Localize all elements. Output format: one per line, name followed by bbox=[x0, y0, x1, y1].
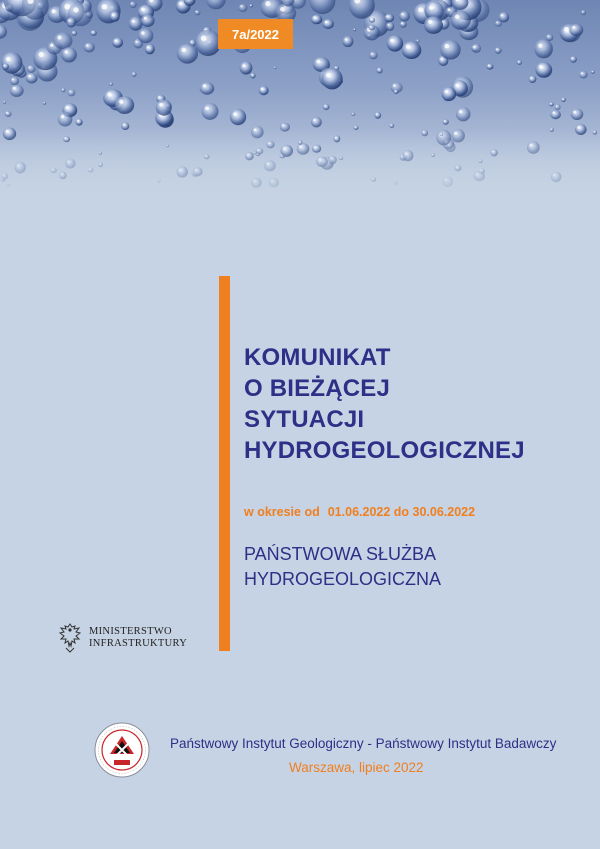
water-droplet bbox=[569, 24, 583, 36]
droplet-highlight bbox=[181, 48, 186, 53]
droplet-highlight bbox=[6, 112, 8, 114]
droplet-highlight bbox=[92, 31, 93, 32]
water-droplet bbox=[368, 25, 375, 31]
water-droplet bbox=[58, 112, 73, 127]
water-droplet bbox=[351, 112, 355, 116]
droplet-highlight bbox=[39, 52, 44, 57]
water-droplet bbox=[43, 102, 46, 105]
droplet-highlight bbox=[538, 44, 542, 48]
droplet-highlight bbox=[251, 74, 252, 75]
droplet-highlight bbox=[390, 39, 394, 43]
water-droplet bbox=[322, 68, 343, 89]
droplet-highlight bbox=[144, 17, 147, 20]
droplet-highlight bbox=[401, 22, 403, 24]
water-droplet bbox=[323, 19, 334, 29]
droplet-highlight bbox=[501, 14, 503, 16]
droplet-highlight bbox=[571, 57, 573, 59]
water-droplet bbox=[399, 11, 410, 22]
water-droplet bbox=[456, 107, 471, 121]
droplet-highlight bbox=[553, 112, 555, 114]
droplet-highlight bbox=[335, 67, 336, 68]
droplet-highlight bbox=[496, 48, 498, 50]
water-droplet bbox=[529, 76, 537, 83]
water-droplet bbox=[451, 11, 471, 30]
water-droplet bbox=[249, 4, 252, 7]
water-droplet bbox=[546, 34, 554, 41]
water-droplet bbox=[534, 39, 553, 58]
water-droplet bbox=[1, 52, 22, 74]
droplet-highlight bbox=[115, 40, 117, 42]
droplet-highlight bbox=[123, 124, 125, 126]
water-droplet bbox=[68, 89, 76, 96]
droplet-highlight bbox=[12, 78, 14, 80]
droplet-highlight bbox=[28, 75, 31, 78]
water-droplet bbox=[27, 65, 36, 73]
droplet-highlight bbox=[69, 91, 71, 93]
droplet-highlight bbox=[274, 67, 275, 68]
water-droplet bbox=[202, 103, 219, 120]
title-line-2: O BIEŻĄCEJ bbox=[244, 375, 391, 402]
droplet-highlight bbox=[325, 21, 328, 24]
water-droplet bbox=[443, 119, 449, 124]
water-droplet bbox=[112, 38, 123, 48]
water-droplet bbox=[394, 90, 399, 95]
droplet-highlight bbox=[459, 110, 462, 113]
droplet-highlight bbox=[386, 15, 388, 17]
ministry-logo bbox=[57, 622, 187, 654]
droplet-highlight bbox=[66, 106, 69, 109]
droplet-highlight bbox=[233, 112, 237, 116]
droplet-highlight bbox=[429, 6, 433, 10]
water-droplet bbox=[109, 82, 113, 86]
droplet-highlight bbox=[418, 7, 423, 12]
droplet-highlight bbox=[518, 61, 519, 62]
droplet-highlight bbox=[61, 115, 64, 118]
droplet-highlight bbox=[573, 111, 576, 114]
water-droplet bbox=[110, 11, 120, 22]
water-droplet bbox=[84, 42, 95, 52]
droplet-highlight bbox=[539, 65, 543, 69]
droplet-highlight bbox=[201, 36, 207, 42]
water-droplet bbox=[141, 14, 155, 27]
droplet-highlight bbox=[582, 11, 583, 12]
water-droplet bbox=[550, 110, 561, 119]
ministry-line-2: INFRASTRUKTURY bbox=[89, 638, 188, 649]
water-droplet bbox=[5, 111, 12, 117]
water-droplet bbox=[240, 61, 253, 74]
water-droplet bbox=[76, 119, 83, 126]
droplet-highlight bbox=[352, 113, 353, 114]
droplet-highlight bbox=[547, 35, 549, 37]
eagle-emblem-icon bbox=[57, 622, 83, 654]
droplet-highlight bbox=[370, 26, 371, 27]
water-droplet bbox=[145, 44, 155, 54]
droplet-highlight bbox=[250, 5, 251, 6]
water-droplet bbox=[259, 86, 269, 95]
water-droplet bbox=[387, 35, 403, 51]
droplet-highlight bbox=[4, 65, 5, 66]
droplet-highlight bbox=[50, 44, 53, 47]
water-droplet bbox=[495, 47, 502, 53]
water-droplet bbox=[66, 17, 76, 27]
publication-place-date: Warszawa, lipiec 2022 bbox=[289, 760, 424, 775]
droplet-highlight bbox=[550, 103, 551, 104]
droplet-highlight bbox=[52, 9, 56, 13]
water-droplet bbox=[535, 62, 552, 78]
water-droplets-image bbox=[0, 0, 600, 200]
water-droplet bbox=[311, 15, 322, 25]
droplet-highlight bbox=[393, 84, 396, 87]
water-droplet bbox=[90, 30, 96, 36]
service-line-1: PAŃSTWOWA SŁUŻBA bbox=[244, 544, 437, 564]
water-droplet bbox=[472, 44, 481, 53]
droplet-highlight bbox=[388, 24, 390, 26]
water-droplet bbox=[311, 117, 322, 128]
water-droplet bbox=[375, 112, 382, 119]
droplet-highlight bbox=[196, 11, 197, 12]
water-droplet bbox=[138, 28, 154, 43]
publisher-name: Państwowy Instytut Geologiczny - Państwowy Instytut Badawczy bbox=[170, 736, 557, 751]
water-droplet bbox=[274, 66, 277, 69]
water-droplet bbox=[156, 99, 172, 115]
water-droplet bbox=[238, 4, 247, 12]
droplet-highlight bbox=[592, 71, 593, 72]
droplet-highlight bbox=[530, 77, 532, 79]
issue-number-badge: 7a/2022 bbox=[218, 19, 293, 49]
water-droplet bbox=[389, 124, 394, 128]
droplet-highlight bbox=[282, 124, 284, 126]
droplet-highlight bbox=[395, 90, 396, 91]
droplet-highlight bbox=[265, 1, 270, 6]
water-droplet bbox=[369, 17, 375, 23]
droplet-highlight bbox=[86, 44, 88, 46]
title-line-1: KOMUNIKAT bbox=[244, 344, 391, 371]
droplet-highlight bbox=[107, 92, 111, 96]
water-droplet bbox=[377, 67, 383, 73]
droplet-highlight bbox=[572, 26, 575, 29]
droplet-highlight bbox=[326, 73, 331, 78]
droplet-highlight bbox=[203, 84, 206, 87]
water-droplet bbox=[200, 82, 215, 95]
droplet-highlight bbox=[141, 8, 145, 12]
droplet-highlight bbox=[314, 16, 316, 18]
droplet-highlight bbox=[132, 20, 135, 23]
droplet-highlight bbox=[417, 40, 418, 41]
droplet-highlight bbox=[4, 101, 5, 102]
droplet-highlight bbox=[44, 102, 45, 103]
water-droplet bbox=[561, 98, 566, 102]
droplet-highlight bbox=[6, 57, 11, 62]
droplet-highlight bbox=[581, 72, 583, 74]
ministry-line-1: MINISTERSTWO bbox=[89, 626, 172, 637]
droplet-highlight bbox=[354, 29, 355, 30]
water-droplet bbox=[10, 77, 19, 86]
water-droplet bbox=[121, 122, 129, 130]
droplet-highlight bbox=[345, 38, 347, 40]
droplet-highlight bbox=[355, 126, 356, 127]
droplet-highlight bbox=[324, 105, 326, 107]
water-droplet bbox=[384, 14, 394, 22]
water-droplet bbox=[309, 0, 335, 14]
droplet-highlight bbox=[564, 27, 569, 32]
droplet-highlight bbox=[133, 73, 134, 74]
water-droplet bbox=[555, 104, 561, 110]
droplet-highlight bbox=[141, 31, 144, 34]
droplet-highlight bbox=[112, 14, 114, 16]
orange-accent-bar bbox=[219, 276, 230, 651]
droplet-highlight bbox=[496, 22, 498, 24]
water-droplet bbox=[400, 21, 407, 28]
water-droplet bbox=[386, 22, 395, 31]
droplet-highlight bbox=[406, 45, 410, 49]
water-droplet bbox=[206, 0, 225, 9]
water-droplet bbox=[195, 10, 201, 15]
service-name bbox=[244, 542, 441, 592]
droplet-highlight bbox=[378, 69, 379, 70]
water-droplet bbox=[579, 71, 588, 79]
water-droplet bbox=[10, 85, 24, 97]
droplet-highlight bbox=[119, 100, 123, 104]
droplet-highlight bbox=[57, 35, 61, 39]
water-droplet bbox=[591, 70, 594, 73]
service-line-2: HYDROGEOLOGICZNA bbox=[244, 569, 442, 589]
droplet-highlight bbox=[455, 15, 459, 19]
water-droplet bbox=[61, 88, 65, 92]
droplet-highlight bbox=[131, 3, 133, 5]
water-droplet bbox=[177, 44, 198, 64]
droplet-highlight bbox=[64, 4, 70, 10]
droplet-highlight bbox=[68, 19, 70, 21]
droplet-highlight bbox=[77, 120, 79, 122]
water-droplet bbox=[130, 1, 137, 8]
droplet-highlight bbox=[242, 64, 245, 67]
droplet-highlight bbox=[401, 13, 403, 15]
droplet-highlight bbox=[578, 126, 581, 129]
water-droplet bbox=[3, 101, 6, 104]
droplet-highlight bbox=[110, 83, 111, 84]
droplet-highlight bbox=[390, 124, 391, 125]
ministry-name bbox=[89, 626, 187, 650]
water-droplet bbox=[402, 41, 422, 59]
water-droplet bbox=[581, 10, 586, 15]
water-droplet bbox=[369, 51, 378, 59]
water-droplet bbox=[61, 47, 77, 62]
water-droplet bbox=[424, 16, 443, 34]
water-droplet bbox=[132, 72, 137, 77]
water-droplet bbox=[570, 56, 577, 63]
water-droplet bbox=[486, 64, 493, 70]
droplet-highlight bbox=[147, 46, 149, 48]
droplet-highlight bbox=[376, 113, 377, 114]
hero-fade bbox=[0, 130, 600, 200]
droplet-highlight bbox=[488, 65, 490, 67]
droplet-highlight bbox=[445, 90, 448, 93]
droplet-highlight bbox=[158, 96, 160, 98]
water-droplet bbox=[499, 12, 510, 23]
droplet-highlight bbox=[240, 5, 242, 7]
droplet-highlight bbox=[179, 2, 182, 5]
water-droplet bbox=[416, 39, 420, 43]
droplet-highlight bbox=[135, 41, 137, 43]
water-droplet bbox=[71, 31, 77, 36]
droplet-highlight bbox=[13, 87, 16, 90]
droplet-highlight bbox=[444, 120, 445, 121]
water-droplet bbox=[2, 63, 9, 70]
droplet-highlight bbox=[556, 105, 557, 106]
droplet-highlight bbox=[280, 7, 285, 12]
droplet-highlight bbox=[102, 4, 107, 9]
water-droplet bbox=[129, 17, 143, 31]
droplet-highlight bbox=[261, 88, 263, 90]
period-range: 01.06.2022 do 30.06.2022 bbox=[327, 505, 476, 519]
report-period bbox=[244, 505, 475, 519]
title-line-3: SYTUACJI bbox=[244, 406, 365, 433]
droplet-highlight bbox=[371, 53, 373, 55]
water-droplet bbox=[250, 73, 255, 79]
droplet-highlight bbox=[562, 99, 563, 100]
droplet-highlight bbox=[445, 44, 450, 49]
water-droplet bbox=[0, 25, 7, 39]
title-line-4: HYDROGEOLOGICZNEJ bbox=[244, 437, 525, 464]
water-droplet bbox=[571, 109, 584, 120]
droplet-highlight bbox=[29, 66, 31, 68]
pgi-seal-logo bbox=[94, 722, 150, 778]
water-droplet bbox=[549, 102, 554, 106]
droplet-highlight bbox=[205, 107, 209, 111]
droplet-highlight bbox=[73, 7, 78, 12]
droplet-highlight bbox=[428, 20, 432, 24]
water-droplet bbox=[342, 36, 353, 47]
water-droplet bbox=[353, 28, 356, 31]
water-droplet bbox=[26, 73, 38, 84]
droplet-highlight bbox=[313, 119, 315, 121]
droplet-highlight bbox=[73, 31, 74, 32]
droplet-highlight bbox=[370, 18, 371, 19]
water-droplet bbox=[115, 96, 134, 114]
water-droplet bbox=[230, 109, 246, 125]
droplet-highlight bbox=[316, 60, 320, 64]
water-droplet bbox=[440, 40, 461, 60]
water-droplet bbox=[53, 32, 72, 49]
droplet-highlight bbox=[474, 46, 476, 48]
droplet-highlight bbox=[62, 89, 63, 90]
water-droplet bbox=[517, 60, 522, 65]
droplet-highlight bbox=[455, 84, 459, 88]
droplet-highlight bbox=[159, 103, 163, 107]
droplet-highlight bbox=[65, 50, 68, 53]
droplet-highlight bbox=[191, 41, 192, 42]
droplet-highlight bbox=[440, 58, 442, 60]
droplet-highlight bbox=[448, 8, 451, 11]
report-title bbox=[244, 342, 525, 466]
water-droplet bbox=[323, 104, 330, 110]
water-droplet bbox=[442, 87, 457, 101]
period-prefix: w okresie od bbox=[244, 505, 320, 519]
